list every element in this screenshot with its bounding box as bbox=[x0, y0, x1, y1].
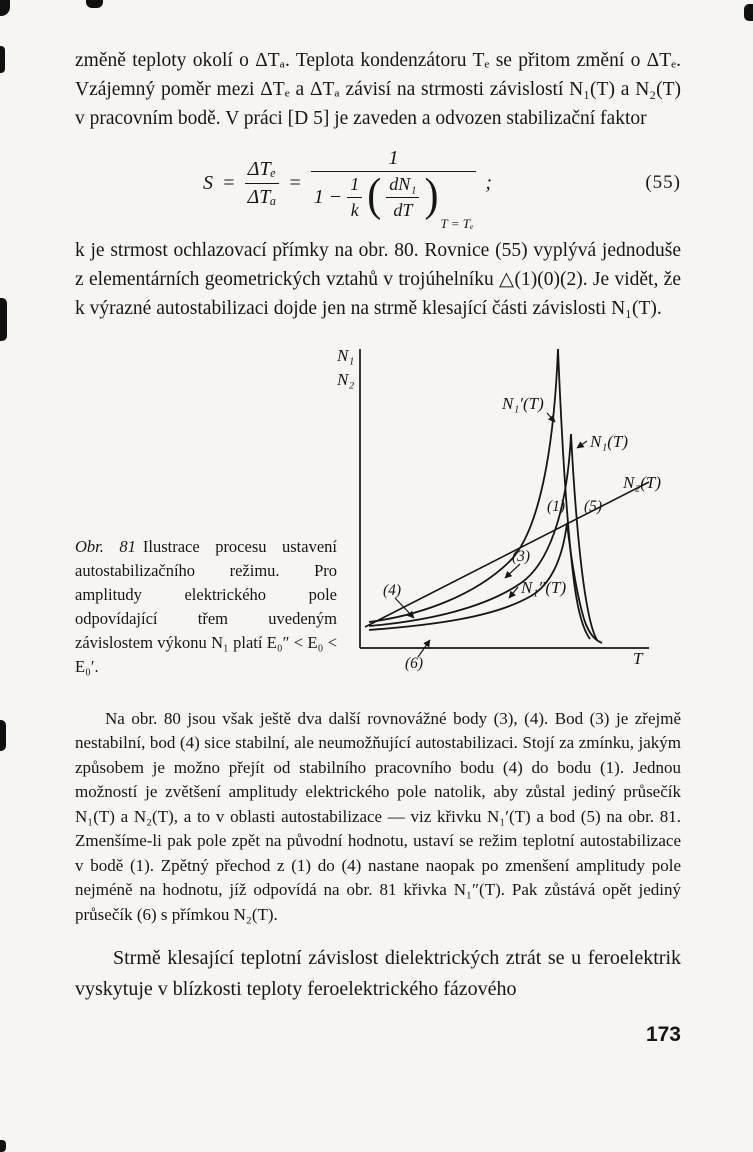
fraction-numerator: ΔTₑ bbox=[247, 158, 276, 181]
label-point-6: (6) bbox=[405, 654, 424, 672]
label-curve-n1-double-prime: N₁″(T) bbox=[521, 577, 567, 597]
y-axis-label-n2: N₂ bbox=[337, 369, 355, 389]
evaluation-condition: T = Tₑ bbox=[440, 216, 474, 232]
equation-number: (55) bbox=[645, 172, 681, 194]
label-curve-n1: N₁(T) bbox=[590, 431, 629, 451]
figure-plot bbox=[327, 331, 687, 686]
figure-caption-label: Obr. 81 bbox=[75, 536, 136, 556]
paragraph-ferroelectrics: Strmě klesající teplotní závislost dielektrických ztrát se u feroelektrik vyskytuje v blízkosti teploty feroelektrického fázového bbox=[75, 947, 681, 1001]
scan-artifact bbox=[0, 1140, 6, 1152]
label-point-3: (3) bbox=[512, 547, 531, 565]
curve-n1 bbox=[369, 434, 597, 640]
fraction-numerator: dN₁ bbox=[389, 174, 417, 195]
label-line-n2: N₂(T) bbox=[623, 472, 662, 492]
fraction-denominator: k bbox=[350, 199, 359, 220]
scan-artifact bbox=[0, 298, 7, 341]
figure-caption bbox=[75, 535, 337, 679]
page-number: 173 bbox=[645, 1023, 681, 1047]
close-paren: ) bbox=[424, 170, 439, 222]
curve-n1-double-prime bbox=[369, 523, 602, 643]
fraction-bar bbox=[311, 171, 477, 172]
equals-sign: = bbox=[222, 171, 236, 194]
equation-body bbox=[203, 147, 493, 232]
x-axis-label: T bbox=[633, 648, 643, 668]
open-paren: ( bbox=[367, 170, 382, 222]
semicolon: ; bbox=[485, 171, 493, 194]
label-point-1: (1) bbox=[547, 497, 566, 515]
scan-artifact bbox=[0, 0, 10, 16]
line-n2 bbox=[365, 482, 649, 627]
scan-artifact bbox=[0, 720, 6, 751]
denominator-term: 1 − bbox=[313, 185, 343, 208]
paragraph-slope: k je strmost ochlazovací přímky na obr. 80. Rovnice (55) vyplývá jednoduše z elementárních geometrických vztahů v trojúhelníku △(1)(0)(2). Je vidět, že k výrazné autostabilizaci dojde jen na strmě klesající části závislosti N₁(T). bbox=[75, 239, 681, 319]
scan-artifact bbox=[744, 4, 753, 21]
fraction-dn1-dt bbox=[386, 174, 419, 219]
paragraph-equilibrium-points: Na obr. 80 jsou však ještě dva další rovnovážné body (3), (4). Bod (3) je zřejmě nestabilní, bod (4) sice stabilní, ale neumožňující autostabilizaci. Stojí za zmínku, jakým způsobem je možno přejít od stabilního pracovního bodu (4) do bodu (1). Jednou možností je zvětšení amplitudy elektrického pole natolik, aby zůstal jediný průsečík N₁(T) a N₂(T), a to v oblasti autostabilizace — viz křivku N₁′(T) a bod (5) na obr. 81. Zmenšíme-li pak pole zpět na původní hodnotu, ustaví se režim teplotní autostabilizace v bodě (1). Zpětný přechod z (1) do (4) nastane naopak po zmenšení amplitudy pole nejméně na hodnotu, jíž odpovídá na obr. 81 křivka N₁″(T). Pak zůstává opět jediný průsečík (6) s přímkou N₂(T). bbox=[75, 708, 681, 924]
y-axis-label-n1: N₁ bbox=[337, 345, 355, 365]
fraction-numerator: 1 bbox=[388, 147, 399, 169]
fraction-bar bbox=[347, 197, 362, 198]
label-point-5: (5) bbox=[584, 497, 603, 515]
fraction-bar bbox=[386, 197, 419, 198]
fraction-numerator: 1 bbox=[350, 174, 360, 195]
equation-lhs: S bbox=[203, 171, 213, 194]
pointer-point-3 bbox=[505, 564, 520, 578]
equation-55 bbox=[75, 147, 681, 232]
fraction-denominator bbox=[311, 170, 477, 232]
fraction-denominator: dT bbox=[393, 199, 413, 220]
figure-81 bbox=[75, 331, 681, 693]
fraction-1-over-k bbox=[347, 174, 362, 219]
scan-artifact bbox=[86, 0, 103, 8]
fraction-bar bbox=[245, 183, 280, 184]
paragraph-intro: změně teploty okolí o ΔTₐ. Teplota kondenzátoru Tₑ se přitom změní o ΔTₑ. Vzájemný poměr mezi ΔTₑ a ΔTₐ závisí na strmosti závislostí N₁(T) a N₂(T) v pracovním bodě. V práci [D 5] je zaveden a odvozen stabilizační faktor bbox=[75, 50, 681, 129]
fraction-outer bbox=[311, 147, 477, 232]
figure-caption-text: Ilustrace procesu ustavení autostabilizačního režimu. Pro amplitudy elektrického pole odpovídající třem uvedeným závislostem výkonu N₁ platí E₀″ < E₀ < E₀′. bbox=[75, 536, 337, 676]
label-point-4: (4) bbox=[383, 581, 402, 599]
scan-artifact bbox=[0, 46, 5, 73]
label-curve-n1-prime: N₁′(T) bbox=[502, 393, 544, 413]
pointer-n1 bbox=[577, 441, 587, 448]
equals-sign: = bbox=[288, 171, 302, 194]
fraction-dte-dta bbox=[245, 158, 280, 208]
fraction-denominator: ΔTₐ bbox=[247, 185, 277, 208]
